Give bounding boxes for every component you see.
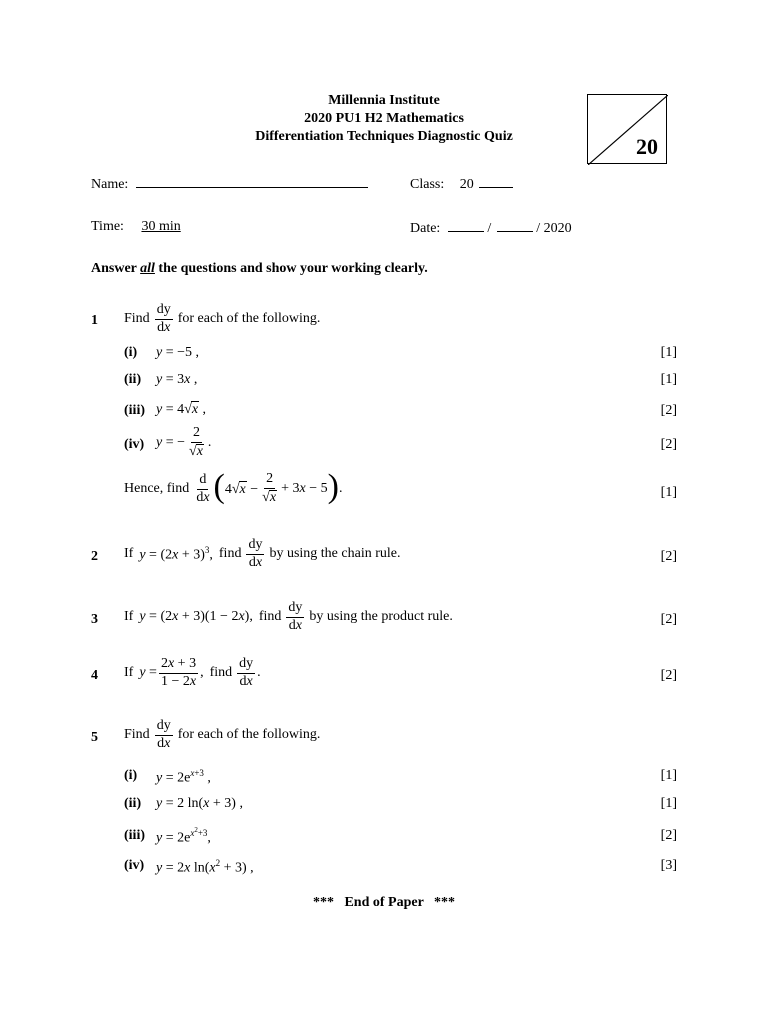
q1-part-label: (i): [124, 345, 138, 360]
class-label: Class:: [410, 177, 445, 192]
q3-number: 3: [91, 612, 98, 627]
q5-number: 5: [91, 730, 98, 745]
q1-part-ii-mark: [1]: [660, 372, 677, 387]
class-blank[interactable]: [479, 175, 513, 188]
date-month-blank[interactable]: [497, 219, 533, 232]
q5-part-ii-mark: [1]: [660, 796, 677, 811]
instruction: [91, 261, 428, 277]
name-blank[interactable]: [136, 175, 368, 188]
instruction-before: Answer: [91, 261, 141, 276]
q5-part-label: (ii): [124, 796, 142, 811]
time-field: [91, 219, 181, 235]
q2-find: find: [218, 546, 242, 562]
q1-find: Find: [124, 311, 150, 327]
q3-tail: by using the product rule.: [309, 609, 453, 625]
q1-hence: Hence, find $\frac{d}{dx}$ ( 4√x − $\frac{2}{√x}$ + 3x − 5 ) .: [124, 468, 343, 505]
q5-tail: for each of the following.: [177, 727, 321, 743]
q2-stem: If $y = (2x + 3)^3$, find $\frac{dy}{dx}$ by using the chain rule.: [124, 537, 401, 570]
q2-number: 2: [91, 549, 98, 564]
q1-part-iv-mark: [2]: [660, 437, 677, 452]
q1-part-label: (iv): [124, 437, 145, 452]
q5-part-label: (iv): [124, 858, 145, 873]
quiz-title: Differentiation Techniques Diagnostic Quiz: [255, 129, 513, 144]
date-day-blank[interactable]: [448, 219, 484, 232]
q5-part-label: (iii): [124, 828, 145, 843]
total-marks-box: [587, 94, 667, 164]
q1-part-iii-mark: [2]: [660, 403, 677, 418]
q4-find: find: [209, 665, 233, 681]
q5-part-iii-mark: [2]: [660, 828, 677, 843]
class-prefix: 20: [459, 177, 474, 192]
q1-part-iii-expr: y = 4√x ,: [156, 402, 207, 417]
date-year: / 2020: [536, 221, 572, 236]
class-field: [410, 175, 513, 193]
q5-part-ii-expr: y = 2 ln(x + 3) ,: [156, 796, 243, 811]
date-label: Date:: [410, 221, 441, 236]
name-label: Name:: [91, 177, 129, 192]
q4-if: If: [124, 665, 134, 681]
course-title: 2020 PU1 H2 Mathematics: [304, 111, 464, 126]
q5-part-iv-expr: y = 2x $\ln(x^2 + 3)$ ,: [156, 858, 254, 876]
date-field: Date: / / 2020: [410, 221, 572, 236]
dy-dx: $\frac{dy}{dx}$: [156, 302, 171, 335]
q1-part-ii-expr: y = 3x ,: [156, 372, 198, 387]
q5-part-iii-expr: $y = 2e^{x^2+3}$,: [156, 826, 211, 846]
q1-part-i-mark: [1]: [660, 345, 677, 360]
q2-tail: by using the chain rule.: [269, 546, 401, 562]
q3-mark: [2]: [660, 612, 677, 627]
q2-if: If: [124, 546, 134, 562]
institute-name: Millennia Institute: [328, 93, 440, 108]
instruction-emphasis: all: [140, 261, 155, 276]
q3-stem: If y = (2x + 3)(1 − 2x), find $\frac{dy}{dx}$ by using the product rule.: [124, 600, 453, 633]
time-label: Time:: [91, 219, 124, 234]
end-of-paper: *** End of Paper ***: [312, 895, 456, 910]
time-value: 30 min: [141, 219, 181, 234]
instruction-after: the questions and show your working clearly.: [154, 261, 428, 276]
q5-stem: Find $\frac{dy}{dx}$ for each of the following.: [124, 718, 321, 751]
q4-stem: If y = $\frac{2x + 3}{1 - 2x}$ , find $\frac{dy}{dx}$ .: [124, 656, 261, 689]
q1-number: 1: [91, 313, 98, 328]
q5-part-i-expr: $y = 2e^{x+3}$ ,: [156, 768, 211, 786]
q1-part-label: (iii): [124, 403, 145, 418]
q1-hence-text: Hence, find: [124, 481, 190, 496]
q5-part-iv-mark: [3]: [660, 858, 677, 873]
q4-mark: [2]: [660, 668, 677, 683]
q1-part-iv-expr: y = − $\frac{2}{√x}$ .: [156, 425, 212, 459]
name-field: [91, 175, 368, 193]
q5-find: Find: [124, 727, 150, 743]
q2-mark: [2]: [660, 549, 677, 564]
q1-stem: [124, 303, 320, 335]
q1-tail: for each of the following.: [177, 311, 321, 327]
q5-part-label: (i): [124, 768, 138, 783]
q1-part-i-expr: y = −5 ,: [156, 345, 200, 360]
q1-hence-mark: [1]: [660, 485, 677, 500]
q1-part-label: (ii): [124, 372, 142, 387]
q3-find: find: [258, 609, 282, 625]
q3-if: If: [124, 609, 134, 625]
total-marks: 20: [636, 134, 658, 159]
q4-number: 4: [91, 668, 98, 683]
q5-part-i-mark: [1]: [660, 768, 677, 783]
